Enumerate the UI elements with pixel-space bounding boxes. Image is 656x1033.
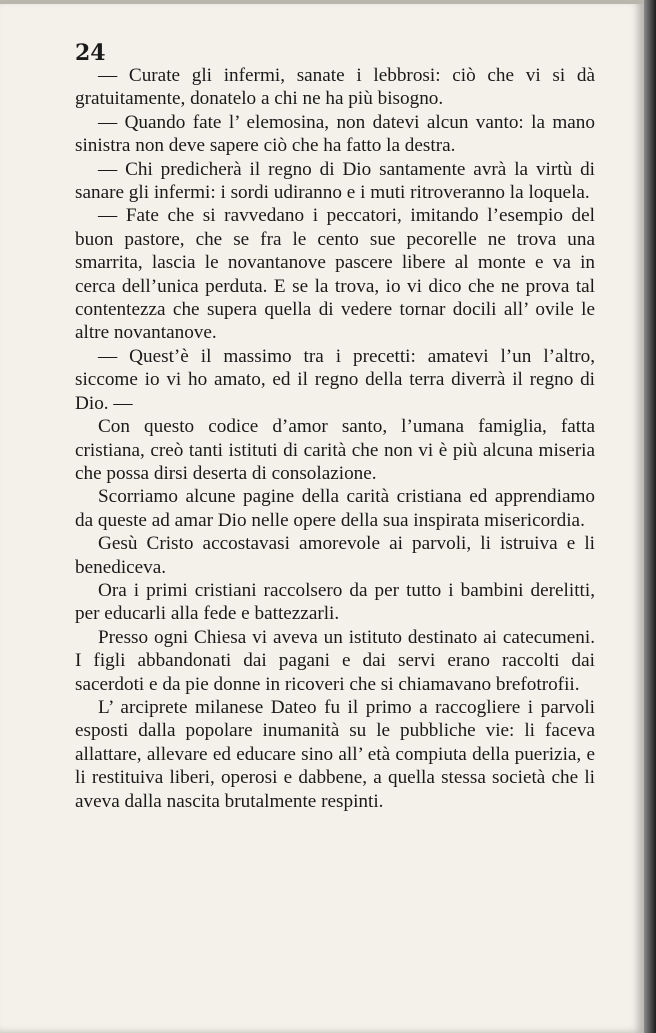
paragraph: Gesù Cristo accostavasi amorevole ai parvoli, li istruiva e li benediceva. <box>75 533 595 578</box>
paragraph: L’ arciprete milanese Dateo fu il primo a raccogliere i parvoli esposti dalla popolare inumanità su le pubbliche vie: li faceva allattare, allevare ed educare sino all’ età compiuta della puerizia, e li restituiva liberi, operosi e dabbene, a quella stessa società che li aveva dalla nascita brutalmente respinti. <box>75 696 595 812</box>
paragraph: — Quest’è il massimo tra i precetti: amatevi l’un l’altro, siccome io vi ho amato, ed il regno della terra diverrà il regno di Dio. — <box>75 345 595 414</box>
body-text <box>75 64 595 813</box>
paragraph: Ora i primi cristiani raccolsero da per tutto i bambini derelitti, per educarli alla fede e battezzarli. <box>75 579 595 625</box>
paragraph: — Quando fate l’ elemosina, non datevi alcun vanto: la mano sinistra non deve sapere ciò che ha fatto la destra. <box>75 111 595 157</box>
paragraph: — Curate gli infermi, sanate i lebbrosi: ciò che vi si dà gratuitamente, donatelo a chi ne ha più bisogno. <box>75 65 595 110</box>
paragraph: Presso ogni Chiesa vi aveva un istituto destinato ai catecumeni. I figli abbandonati dai pagani e dai servi erano raccolti dai sacerdoti e da pie donne in ricoveri che si chiamavano brefotrofii. <box>75 626 595 695</box>
page-top-edge <box>0 0 644 4</box>
paragraph: — Chi predicherà il regno di Dio santamente avrà la virtù di sanare gli infermi: i sordi udiranno e i muti ritroveranno la loquela. <box>75 158 595 204</box>
book-binding-edge <box>644 0 656 1033</box>
paragraph: — Fate che si ravvedano i peccatori, imitando l’esempio del buon pastore, che se fra le cento sue pecorelle ne trova una smarrita, lascia le novantanove pascere libere al monte e va in cerca dell’unica perduta. E se la trova, io vi dico che ne prova tal contentezza che supera quella di vedere tornar docili all’ ovile le altre novantanove. <box>75 205 595 344</box>
paragraph: Scorriamo alcune pagine della carità cristiana ed apprendiamo da queste ad amar Dio nelle opere della sua inspirata misericordia. <box>75 486 595 531</box>
page-number: 24 <box>75 40 106 66</box>
paragraph: Con questo codice d’amor santo, l’umana famiglia, fatta cristiana, creò tanti istituti di carità che non vi è più alcuna miseria che possa dirsi deserta di consolazione. <box>75 416 595 484</box>
